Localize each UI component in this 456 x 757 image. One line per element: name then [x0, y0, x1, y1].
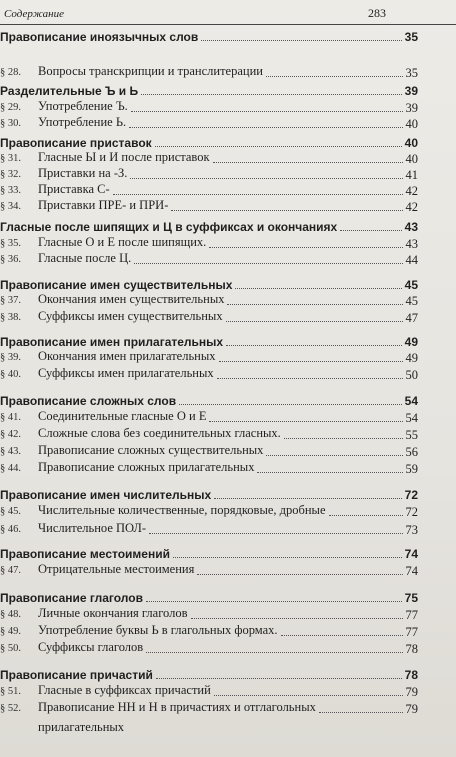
dot-leader — [113, 194, 403, 195]
toc-page-number: 74 — [404, 547, 418, 561]
toc-entry-title: Гласные после Ц. — [38, 251, 132, 265]
toc-entry — [0, 251, 418, 267]
toc-entry-title: Употребление Ь. — [38, 115, 127, 129]
dot-leader — [131, 111, 403, 112]
toc-section-title: Правописание имен числительных — [0, 488, 212, 502]
toc-entry — [0, 309, 418, 325]
dot-leader — [130, 178, 402, 179]
dot-leader — [155, 146, 402, 147]
toc-entry-number: § 36. — [0, 254, 21, 265]
toc-entry — [0, 683, 418, 699]
toc-page-number: 54 — [404, 394, 418, 408]
dot-leader — [329, 515, 403, 516]
dot-leader — [191, 618, 403, 619]
toc-entry-title: Окончания имен существительных — [38, 292, 225, 306]
dot-leader — [214, 695, 403, 696]
toc-page-number: 42 — [405, 200, 418, 214]
toc-page-number: 55 — [405, 428, 418, 442]
dot-leader — [213, 162, 403, 163]
toc-entry-number: § 37. — [0, 295, 21, 306]
toc-entry — [0, 182, 418, 198]
toc-entry — [0, 99, 418, 115]
toc-page-number: 44 — [405, 253, 418, 267]
toc-page-number: 43 — [405, 237, 418, 251]
dot-leader — [146, 601, 402, 602]
toc-page-number: 77 — [405, 625, 418, 639]
toc-entry-number: § 31. — [0, 153, 21, 164]
toc-section-title: Правописание имен прилагательных — [0, 335, 224, 349]
toc-entry-number: § 29. — [0, 102, 21, 113]
toc-entry-title: Суффиксы глаголов — [38, 640, 144, 654]
header-section-title: Содержание — [4, 8, 65, 20]
toc-section-heading — [0, 392, 418, 408]
dot-leader — [173, 557, 402, 558]
toc-entry — [0, 409, 418, 425]
dot-leader — [340, 230, 401, 231]
toc-section-title: Правописание приставок — [0, 136, 152, 150]
toc-entry-number: § 39. — [0, 352, 21, 363]
toc-entry — [0, 503, 418, 519]
dot-leader — [217, 378, 403, 379]
toc-entry — [0, 292, 418, 308]
dot-leader — [129, 127, 402, 128]
toc-page-number: 40 — [405, 117, 418, 131]
toc-entry-number: § 34. — [0, 201, 21, 212]
toc-entry-title: Правописание НН и Н в причастиях и отглагольных — [38, 700, 316, 714]
toc-entry — [0, 443, 418, 459]
toc-page-number: 43 — [404, 220, 418, 234]
toc-page-number: 42 — [405, 184, 418, 198]
dot-leader — [281, 635, 403, 636]
toc-page-number: 39 — [404, 84, 418, 98]
toc-entry-number: § 42. — [0, 429, 21, 440]
dot-leader — [149, 533, 402, 534]
toc-section-heading — [0, 82, 418, 98]
toc-entry-number: § 40. — [0, 369, 21, 380]
toc-entry — [0, 521, 418, 537]
toc-section-heading — [0, 218, 418, 234]
toc-entry — [0, 460, 418, 476]
dot-leader — [209, 421, 402, 422]
dot-leader — [235, 288, 401, 289]
dot-leader — [179, 404, 402, 405]
toc-entry-number: § 51. — [0, 686, 21, 697]
toc-page-number: 74 — [405, 564, 418, 578]
toc-page-number: 45 — [404, 278, 418, 292]
toc-entry — [0, 640, 418, 656]
toc-entry — [0, 349, 418, 365]
header-page-number: 283 — [368, 6, 386, 20]
toc-entry-title: Вопросы транскрипции и транслитерации — [38, 64, 263, 78]
toc-entry-number: § 28. — [0, 67, 21, 78]
dot-leader — [141, 94, 402, 95]
toc-entry-title: Приставки на -З. — [38, 166, 128, 180]
toc-entry-title: Суффиксы имен существительных — [38, 309, 223, 323]
toc-page-number: 73 — [405, 523, 418, 537]
dot-leader — [134, 263, 402, 264]
toc-entry-title: Употребление буквы Ь в глагольных формах. — [38, 623, 278, 637]
toc-section-title: Правописание сложных слов — [0, 394, 177, 408]
toc-entry-number: § 47. — [0, 565, 21, 576]
toc-entry-title: Окончания имен прилагательных — [38, 349, 216, 363]
toc-page-number: 40 — [405, 152, 418, 166]
toc-entry-number: § 35. — [0, 238, 21, 249]
toc-entry-title: Соединительные гласные О и Е — [38, 409, 207, 423]
toc-entry — [0, 562, 418, 578]
toc-entry-number: § 41. — [0, 412, 21, 423]
toc-entry-number: § 33. — [0, 185, 21, 196]
toc-entry-number: § 48. — [0, 609, 21, 620]
toc-entry-number: § 46. — [0, 524, 21, 535]
toc-section-title: Правописание глаголов — [0, 591, 143, 605]
toc-section-heading — [0, 545, 418, 561]
toc-entry — [0, 150, 418, 166]
toc-entry-number: § 49. — [0, 626, 21, 637]
toc-entry-number: § 44. — [0, 463, 21, 474]
toc-page-number: 78 — [405, 642, 418, 656]
toc-entry-title: Числительные количественные, порядковые, дробные — [38, 503, 326, 517]
dot-leader — [201, 40, 401, 41]
toc-entry — [0, 235, 418, 251]
dot-leader — [266, 76, 403, 77]
toc-entry-number: § 30. — [0, 118, 21, 129]
toc-entry-number: § 38. — [0, 312, 21, 323]
toc-entry-number: § 52. — [0, 703, 21, 714]
toc-page-number: 49 — [404, 335, 418, 349]
dot-leader — [227, 304, 402, 305]
toc-entry-title: Правописание сложных существительных — [38, 443, 264, 457]
toc-entry-title: Гласные в суффиксах причастий — [38, 683, 211, 697]
dot-leader — [214, 498, 401, 499]
toc-entry-title: Числительное ПОЛ- — [38, 521, 147, 535]
toc-entry-title: Отрицательные местоимения — [38, 562, 195, 576]
dot-leader — [284, 438, 403, 439]
toc-page-number: 78 — [404, 668, 418, 682]
toc-entry-number: § 43. — [0, 446, 21, 457]
toc-entry-title: Гласные Ы и И после приставок — [38, 150, 210, 164]
toc-page-number: 41 — [405, 168, 418, 182]
dot-leader — [146, 652, 402, 653]
toc-entry-title: Приставка С- — [38, 182, 110, 196]
toc-page-number: 35 — [405, 66, 418, 80]
toc-section-title: Правописание иноязычных слов — [0, 30, 199, 44]
toc-entry — [0, 64, 418, 80]
dot-leader — [319, 712, 403, 713]
toc-entry — [0, 623, 418, 639]
toc-page-number: 49 — [405, 351, 418, 365]
toc-page-number: 79 — [405, 702, 418, 716]
dot-leader — [171, 210, 402, 211]
toc-section-heading — [0, 134, 418, 150]
dot-leader — [226, 345, 402, 346]
toc-entry-title: Гласные О и Е после шипящих. — [38, 235, 207, 249]
dot-leader — [266, 455, 402, 456]
toc-page-number: 77 — [405, 608, 418, 622]
dot-leader — [197, 574, 402, 575]
toc-section-title: Гласные после шипящих и Ц в суффиксах и окончаниях — [0, 220, 338, 234]
toc-section-title: Разделительные Ъ и Ь — [0, 84, 139, 98]
toc-page-number: 45 — [405, 294, 418, 308]
running-header — [0, 0, 456, 25]
toc-page-number: 50 — [405, 368, 418, 382]
toc-section-title: Правописание местоимений — [0, 547, 170, 561]
toc-section-title: Правописание имен существительных — [0, 278, 233, 292]
toc-entry — [0, 700, 418, 716]
toc-section-heading — [0, 486, 418, 502]
toc-entry-number: § 45. — [0, 506, 21, 517]
toc-entry-number: § 50. — [0, 643, 21, 654]
toc-entry-title: Приставки ПРЕ- и ПРИ- — [38, 198, 169, 212]
toc-page-number: 72 — [405, 505, 418, 519]
toc-entry-title: Употребление Ъ. — [38, 99, 128, 113]
toc-entry-title: Суффиксы имен прилагательных — [38, 366, 214, 380]
toc-page-number: 75 — [404, 591, 418, 605]
toc-section-heading — [0, 276, 418, 292]
toc-page-number: 79 — [405, 685, 418, 699]
toc-entry — [0, 606, 418, 622]
dot-leader — [226, 321, 403, 322]
toc-page-number: 56 — [405, 445, 418, 459]
toc-entry-continuation: прилагательных — [38, 720, 125, 734]
toc-entry — [0, 166, 418, 182]
toc-section-heading — [0, 666, 418, 682]
toc-entry — [0, 366, 418, 382]
toc-entry — [0, 115, 418, 131]
toc-entry-title: Личные окончания глаголов — [38, 606, 188, 620]
toc-entry — [0, 198, 418, 214]
toc-section-heading — [0, 28, 418, 44]
toc-page-number: 59 — [405, 462, 418, 476]
toc-entry-number: § 32. — [0, 169, 21, 180]
toc-entry-title: Сложные слова без соединительных гласных. — [38, 426, 281, 440]
toc-entry-title: Правописание сложных прилагательных — [38, 460, 255, 474]
dot-leader — [209, 247, 402, 248]
toc-page-number: 54 — [405, 411, 418, 425]
dot-leader — [257, 472, 402, 473]
toc-page-number: 40 — [404, 136, 418, 150]
toc-section-heading — [0, 589, 418, 605]
toc-section-title: Правописание причастий — [0, 668, 153, 682]
toc-page-number: 35 — [404, 30, 418, 44]
toc-page-number: 39 — [405, 101, 418, 115]
dot-leader — [156, 678, 402, 679]
dot-leader — [219, 361, 403, 362]
toc-page-number: 47 — [405, 311, 418, 325]
toc-entry — [0, 426, 418, 442]
toc-page-number: 72 — [404, 488, 418, 502]
toc-section-heading — [0, 333, 418, 349]
